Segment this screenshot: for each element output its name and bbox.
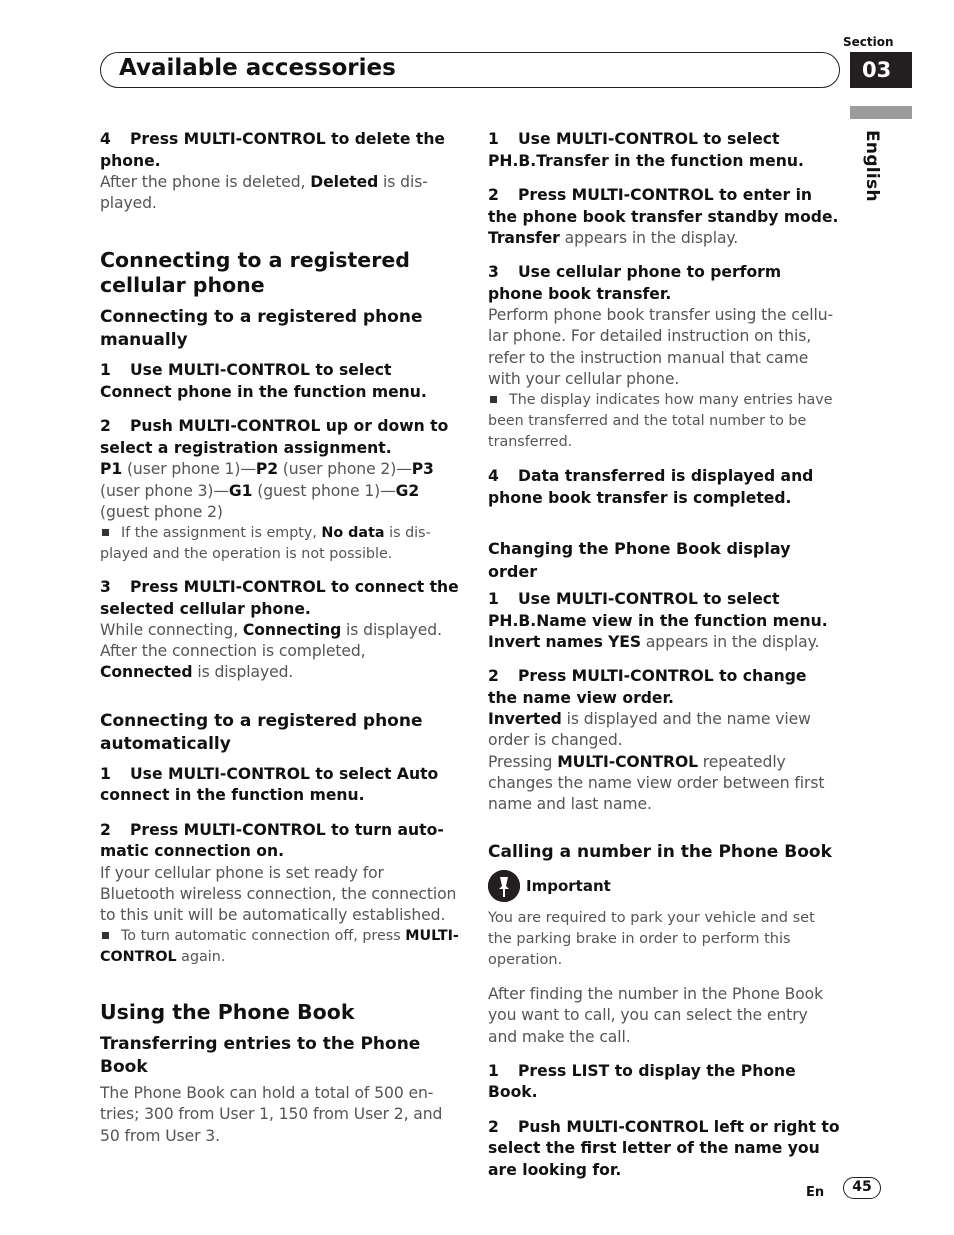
step-body: If your cellular phone is set ready for Bluetooth wireless connection, the connection to this unit will be automatically established. [100, 863, 457, 925]
important-label: Important [526, 877, 611, 896]
right-column [488, 129, 840, 1181]
step: 2 Push MULTI-CONTROL left or right to select the first letter of the name you are looking for. [488, 1117, 840, 1179]
subheading-calling: Calling a number in the Phone Book [488, 842, 832, 863]
important-row [488, 870, 840, 902]
bullet-note: To turn automatic connection off, press MULTI-CONTROL again. [100, 928, 459, 966]
footer-language: En [806, 1185, 825, 1200]
step-body: Inverted is displayed and the name view order is changed. [488, 710, 811, 750]
body-text: The Phone Book can hold a total of 500 en- tries; 300 from User 1, 150 from User 2, and 50 from User 3. [100, 1084, 443, 1145]
step: 3 Press MULTI-CONTROL to connect the selected cellular phone. [100, 578, 459, 618]
left-column [100, 129, 460, 1147]
subheading-display-order: Changing the Phone Book display order [488, 539, 791, 582]
page-title: Available accessories [119, 55, 396, 81]
step-body: After the phone is deleted, Deleted is dis- played. [100, 173, 428, 213]
bullet-square-icon [102, 932, 109, 939]
heading-phonebook: Using the Phone Book [100, 1000, 355, 1025]
subheading-manual: Connecting to a registered phone manually [100, 307, 423, 351]
section-number-badge: 03 [850, 52, 912, 88]
step-body: Pressing MULTI-CONTROL repeatedly changes the name view order between first name and last name. [488, 752, 825, 814]
bullet-note: The display indicates how many entries have been transferred and the total number to be transferred. [488, 392, 833, 451]
subheading-transfer: Transferring entries to the Phone Book [100, 1034, 421, 1078]
step-body: Invert names YES appears in the display. [488, 633, 820, 652]
step-body: Transfer appears in the display. [488, 229, 739, 247]
step: 1 Use MULTI-CONTROL to select Connect phone in the function menu. [100, 361, 427, 401]
step: 4 Press MULTI-CONTROL to delete the phone. [100, 130, 445, 170]
step: 1 Use MULTI-CONTROL to select Auto connect in the function menu. [100, 764, 439, 805]
step: 2 Press MULTI-CONTROL to change the name view order. [488, 667, 807, 707]
step: 1 Use MULTI-CONTROL to select PH.B.Transfer in the function menu. [488, 130, 804, 170]
step: 2 Press MULTI-CONTROL to turn auto- matic connection on. [100, 820, 444, 861]
page-number: 45 [843, 1177, 881, 1199]
important-icon [488, 870, 520, 902]
step: 2 Press MULTI-CONTROL to enter in the phone book transfer standby mode. [488, 186, 839, 226]
body-text: After finding the number in the Phone Book you want to call, you can select the entry and make the call. [488, 985, 824, 1046]
subheading-auto: Connecting to a registered phone automatically [100, 710, 423, 754]
step: 4 Data transferred is displayed and phone book transfer is completed. [488, 467, 814, 507]
bullet-square-icon [102, 529, 109, 536]
step-body: Perform phone book transfer using the cellu- lar phone. For detailed instruction on this, refer to the instruction manual that came with your cellular phone. [488, 306, 833, 388]
step: 1 Press LIST to display the Phone Book. [488, 1061, 796, 1102]
step-body: While connecting, Connecting is displayed. After the connection is completed, Connected is displayed. [100, 621, 442, 682]
title-box [100, 52, 840, 88]
step-body: P1 (user phone 1)—P2 (user phone 2)—P3 (user phone 3)—G1 (guest phone 1)—G2 (guest phone 2) [100, 460, 434, 521]
step: 2 Push MULTI-CONTROL up or down to select a registration assignment. [100, 417, 449, 457]
heading-connecting: Connecting to a registered cellular phone [100, 248, 410, 298]
bullet-note: If the assignment is empty, No data is dis- played and the operation is not possible. [100, 525, 431, 563]
step: 1 Use MULTI-CONTROL to select PH.B.Name view in the function menu. [488, 590, 828, 630]
section-tab-bar [850, 106, 912, 119]
bullet-square-icon [490, 396, 497, 403]
section-label: Section [843, 35, 894, 49]
important-body: You are required to park your vehicle and set the parking brake in order to perform this operation. [488, 910, 815, 969]
step: 3 Use cellular phone to perform phone book transfer. [488, 263, 782, 303]
language-tab: English [862, 130, 882, 202]
